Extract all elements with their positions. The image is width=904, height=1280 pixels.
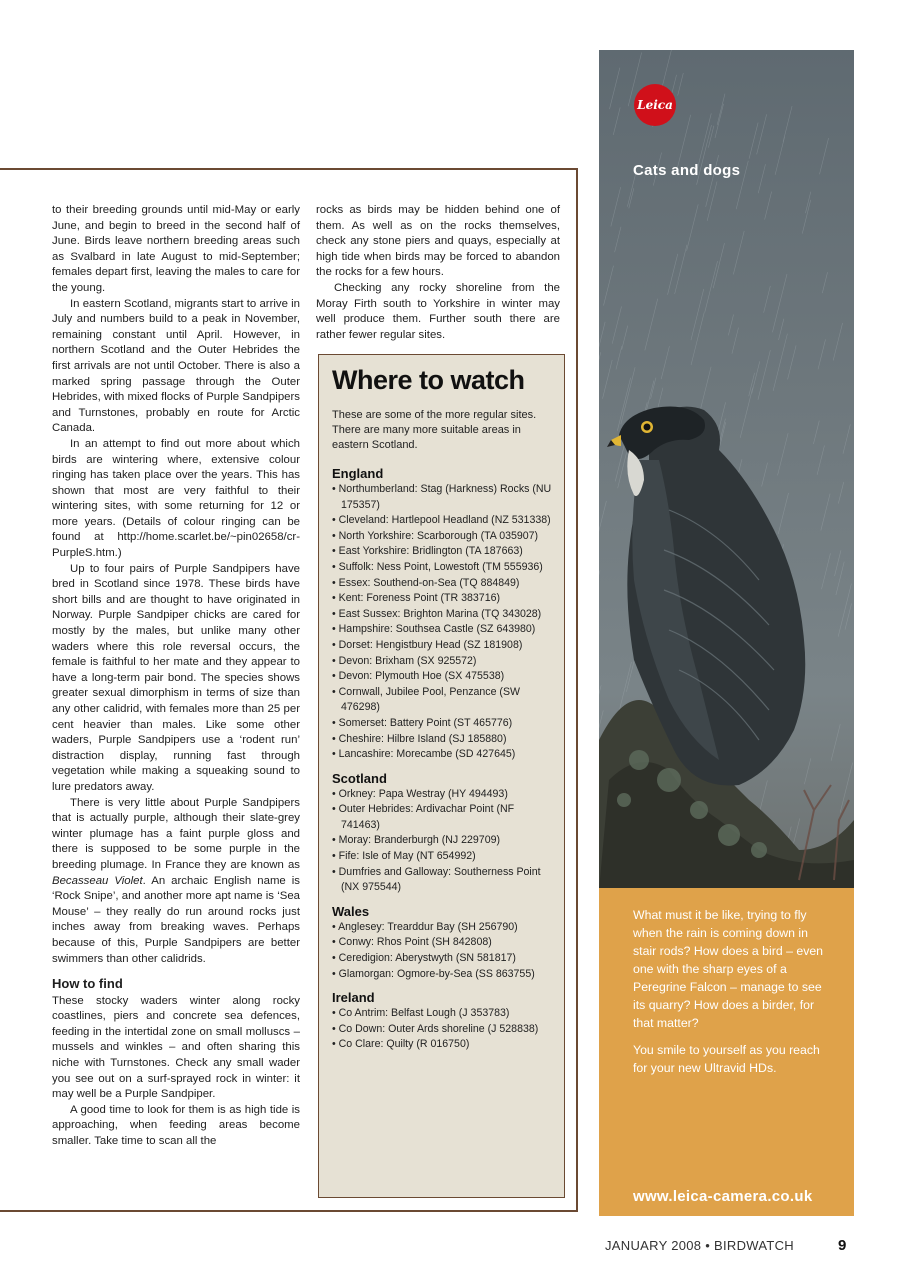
- paragraph: In an attempt to find out more about which birds are wintering where, extensive colour ringing has taken place over the years. This has shown that most are very faithful to their wintering sites, with some returning for 12 or more years. (Details of colour ringing can be found at http://home.scarlet.be/~pin02658/cr-PurpleS.htm.): [52, 437, 300, 560]
- ad-text-panel: [599, 888, 854, 1216]
- region-list: [332, 466, 552, 1053]
- site-item: • Kent: Foreness Point (TR 383716): [332, 591, 552, 607]
- region-heading-scotland: Scotland: [332, 770, 387, 786]
- text-run: . An archaic English name is ‘Rock Snipe’, and another more apt name is ‘Sea Mouse’ – they really do run around rocks just inches away from breaking waves. Perhaps because of this, Purple Sandpipers are better swimmers than other calidrids.: [52, 874, 301, 965]
- site-item: • Somerset: Battery Point (ST 465776): [332, 716, 552, 732]
- paragraph: [52, 796, 300, 968]
- paragraph: These stocky waders winter along rocky coastlines, piers and concrete sea defences, feeding in the intertidal zone on small molluscs – mussels and winkles – and often sharing this niche with Turnstones. Check any small wader you see out on a surf-sprayed rock in winter: it may well be a Purple Sandpiper.: [52, 994, 300, 1101]
- site-item: • Conwy: Rhos Point (SH 842808): [332, 935, 552, 951]
- site-item: • East Yorkshire: Bridlington (TA 187663): [332, 544, 552, 560]
- site-list: [332, 920, 552, 982]
- site-item: • Glamorgan: Ogmore-by-Sea (SS 863755): [332, 967, 552, 983]
- site-list: [332, 787, 552, 896]
- ad-body-1: What must it be like, trying to fly when the rain is coming down in stair rods? How does a bird – even one with the sharp eyes of a Peregrine Falcon – manage to see its quarry? How does a birder, for that matter?: [633, 908, 824, 1030]
- site-item: • Co Antrim: Belfast Lough (J 353783): [332, 1006, 552, 1022]
- site-item: • Dorset: Hengistbury Head (SZ 181908): [332, 638, 552, 654]
- site-list: [332, 482, 552, 763]
- site-item: • Lancashire: Morecambe (SD 427645): [332, 747, 552, 763]
- article-column-1: [52, 203, 300, 1150]
- italic-name: Becasseau Violet: [52, 874, 143, 887]
- ad-heading: Cats and dogs: [633, 162, 741, 179]
- paragraph: Up to four pairs of Purple Sandpipers have bred in Scotland since 1978. These birds have short bills and are thought to have originated in Norway. Purple Sandpiper chicks are cared for mostly by the males, but unlike many other waders where this role reversal occurs, the female is faithful to her mate and they appear to have a long-term pair bond. The species shows greater sexual dimorphism in terms of size than any other calidrid, with females more than 25 per cent heavier than males. Like some other waders, Purple Sandpipers use a ‘rodent run’ distraction display, running fast through vegetation while making a squeaking sound to lure predators away.: [52, 562, 300, 793]
- where-to-watch-intro: These are some of the more regular sites. There are many more suitable areas in eastern Scotland.: [332, 409, 537, 451]
- region-heading-wales: Wales: [332, 903, 370, 919]
- site-item: • Cornwall, Jubilee Pool, Penzance (SW 476298): [332, 685, 552, 716]
- paragraph: rocks as birds may be hidden behind one of them. As well as on the rocks themselves, check any stone piers and quays, especially at high tide when birds may be forced to abandon the rocks for a few hours.: [316, 204, 560, 279]
- page-number: 9: [838, 1237, 847, 1254]
- site-item: • Cheshire: Hilbre Island (SJ 185880): [332, 732, 552, 748]
- site-list: [332, 1006, 552, 1053]
- site-item: • North Yorkshire: Scarborough (TA 035907): [332, 529, 552, 545]
- site-item: • Co Clare: Quilty (R 016750): [332, 1037, 552, 1053]
- site-item: • East Sussex: Brighton Marina (TQ 343028): [332, 607, 552, 623]
- paragraph: A good time to look for them is as high tide is approaching, when feeding areas become smaller. Take time to scan all the: [52, 1103, 300, 1148]
- ad-url-link[interactable]: www.leica-camera.co.uk: [633, 1188, 813, 1205]
- site-item: • Moray: Branderburgh (NJ 229709): [332, 833, 552, 849]
- footer-issue: JANUARY 2008 • BIRDWATCH: [605, 1238, 794, 1253]
- site-item: • Ceredigion: Aberystwyth (SN 581817): [332, 951, 552, 967]
- where-to-watch-title: Where to watch: [332, 365, 525, 395]
- section-heading-how-to-find: How to find: [52, 976, 123, 992]
- article-column-2: [316, 203, 560, 343]
- site-item: • Northumberland: Stag (Harkness) Rocks (NU 175357): [332, 482, 552, 513]
- text-run: There is very little about Purple Sandpipers that is actually purple, although their slate-grey winter plumage has a faint purple gloss and there is supposed to be some purple in the breeding plumage. In France they are known as: [52, 796, 300, 871]
- site-item: • Orkney: Papa Westray (HY 494493): [332, 787, 552, 803]
- site-item: • Hampshire: Southsea Castle (SZ 643980): [332, 622, 552, 638]
- site-item: • Cleveland: Hartlepool Headland (NZ 531338): [332, 513, 552, 529]
- region-heading-ireland: Ireland: [332, 990, 375, 1006]
- paragraph: In eastern Scotland, migrants start to arrive in July and numbers build to a peak in November, remaining constant until April. However, in northern Scotland and the Outer Hebrides the first arrivals are not until October. There is also a marked spring passage through the Outer Hebrides, with mixed flocks of Purple Sandpipers and Turnstones, probably en route for Arctic Canada.: [52, 297, 300, 435]
- site-item: • Dumfries and Galloway: Southerness Point (NX 975544): [332, 865, 552, 896]
- site-item: • Fife: Isle of May (NT 654992): [332, 849, 552, 865]
- region-heading-england: England: [332, 466, 384, 481]
- paragraph: Checking any rocky shoreline from the Moray Firth south to Yorkshire in winter may well produce them. Further south there are rather fewer regular sites.: [316, 281, 560, 341]
- site-item: • Devon: Plymouth Hoe (SX 475538): [332, 669, 552, 685]
- leica-logo: Leica: [634, 84, 676, 126]
- site-item: • Essex: Southend-on-Sea (TQ 884849): [332, 576, 552, 592]
- site-item: • Devon: Brixham (SX 925572): [332, 654, 552, 670]
- site-item: • Outer Hebrides: Ardivachar Point (NF 741463): [332, 802, 552, 833]
- ad-body-2: You smile to yourself as you reach for your new Ultravid HDs.: [633, 1043, 820, 1075]
- where-to-watch-box: [318, 354, 565, 1198]
- paragraph: to their breeding grounds until mid-May or early June, and begin to breed in the second half of June. Birds leave northern breeding areas such as Svalbard in late August to mid-September; females depart first, leaving the males to care for the young.: [52, 204, 300, 294]
- peregrine-falcon-image: [599, 380, 854, 890]
- leica-advert: [599, 50, 854, 1216]
- site-item: • Suffolk: Ness Point, Lowestoft (TM 555936): [332, 560, 552, 576]
- site-item: • Co Down: Outer Ards shoreline (J 528838): [332, 1022, 552, 1038]
- site-item: • Anglesey: Trearddur Bay (SH 256790): [332, 920, 552, 936]
